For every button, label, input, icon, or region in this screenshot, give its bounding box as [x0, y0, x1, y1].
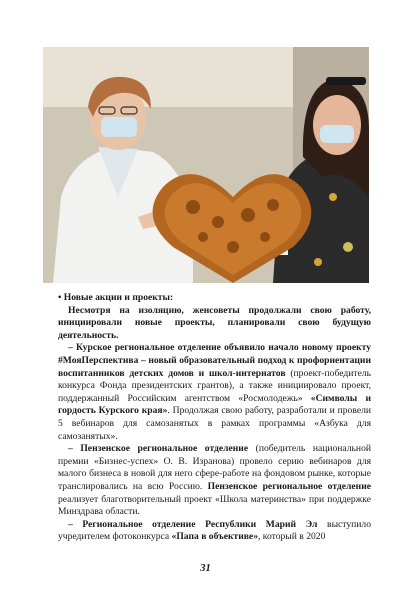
section-heading: • Новые акции и проекты: — [58, 292, 174, 303]
photo-two-women-with-bread — [43, 47, 369, 283]
paragraph-penza: – Пензенское региональное отделение (победитель национальной премии «Бизнес-успех» О. В. Изранова) провело серию вебинаров для малого бизнеса в новой для него сфере-работе на фондовом рынке, которые транслировались на всю Россию. Пензенское региональное отделение реализует благотворительный проект «Школа материнства» при поддержке Минздрава области. — [58, 443, 371, 518]
intro-paragraph: Несмотря на изоляцию, женсоветы продолжали свою работу, инициировали новые проекты, планировали свою будущую деятельность. — [58, 304, 371, 341]
paragraph-kursk: – Курское региональное отделение объявило начало новому проекту #МояПерспектива – новый образовательный подход к профориентации воспитанников детских домов и школ-интернатов (проект-победитель конкурса Фонда президентских грантов), а также инициировало проект, поддержанный Российским агентством «Росмолодежь» «Символы и гордость Курского края». Продолжая свою работу, разработали и провели 5 вебинаров для самозанятых в рамках программы «Азбука для самозанятых». — [58, 342, 372, 442]
photo-image — [43, 47, 369, 283]
article-text — [58, 292, 371, 544]
paragraph-mari-el: – Региональное отделение Республики Марий Эл выступило учредителем фотоконкурса «Папа в объективе», который в 2020 — [58, 518, 371, 543]
page-number: 31 — [200, 563, 211, 574]
